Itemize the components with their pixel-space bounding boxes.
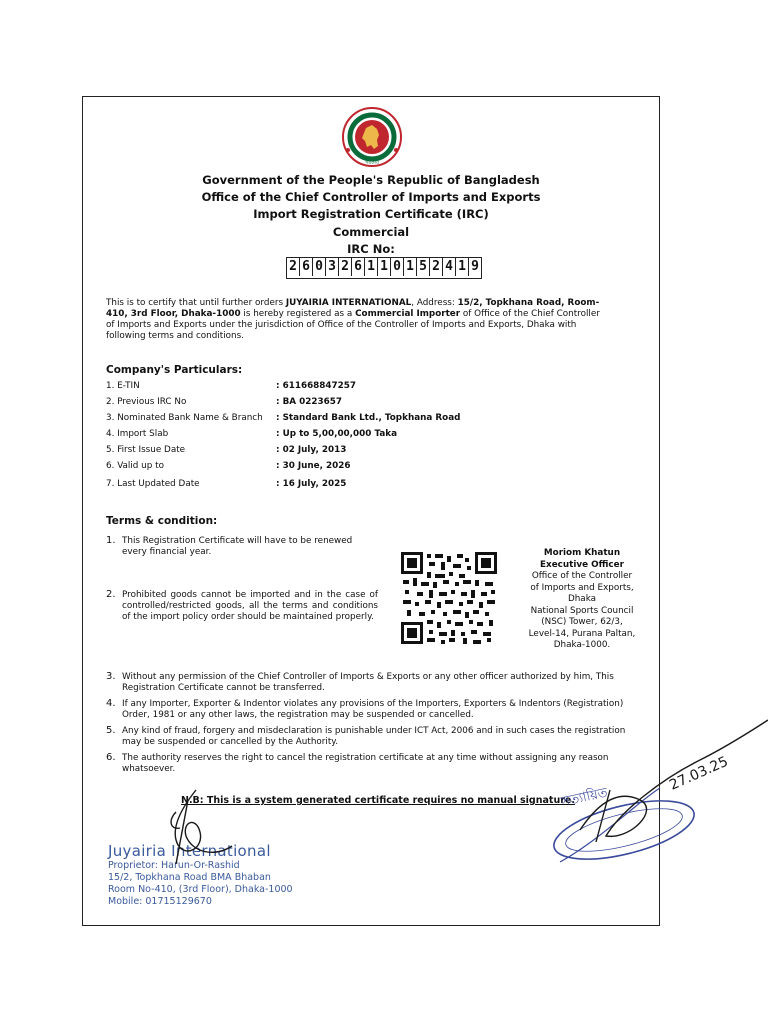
terms-title: Terms & condition: (106, 515, 218, 527)
term-item: Without any permission of the Chief Controller of Imports & Exports or any other officer authorized by him, This Registration Certificate cannot be transferred. (122, 672, 614, 693)
term-number: 6. (106, 752, 116, 763)
term-number: 2. (106, 589, 116, 600)
particular-row: 7. Last Updated Date : 16 July, 2025 (106, 479, 347, 489)
irc-digit: 3 (326, 258, 339, 276)
particular-row: 2. Previous IRC No : BA 0223657 (106, 397, 343, 407)
irc-digit: 9 (471, 259, 479, 274)
term-item: Prohibited goods cannot be imported and in the case of controlled/restricted goods, all the terms and conditions of the import policy order should be maintained properly. (122, 590, 378, 622)
term-number: 4. (106, 698, 116, 709)
irc-digit: 6 (300, 258, 313, 276)
irc-digit: 1 (404, 258, 417, 276)
particulars-title: Company's Particulars: (106, 364, 243, 376)
irc-digit: 6 (352, 258, 365, 276)
officer-name: Moriom Khatun (543, 548, 621, 558)
proprietor-signature-icon (171, 790, 232, 864)
stamp-company-name: Juyairia International (108, 842, 271, 860)
particular-row: 5. First Issue Date : 02 July, 2013 (106, 445, 347, 455)
seal-bottom-text: সরকার (365, 160, 379, 166)
company-name: JUYAIRIA INTERNATIONAL (285, 298, 412, 308)
particular-row: 1. E-TIN : 611668847257 (106, 381, 357, 391)
company-stamp: Juyairia International Proprietor: Harun-Or-Rashid 15/2, Topkhana Road BMA Bhaban Room No-410, (3rd Floor), Dhaka-1000 Mobile: 01715129670 (108, 842, 293, 907)
irc-digit: 2 (430, 258, 443, 276)
irc-digit: 4 (443, 258, 456, 276)
system-generated-note: N.B: This is a system generated certificate requires no manual signature. (181, 795, 575, 806)
issuing-officer-block: Moriom Khatun Executive Officer Office of the Controller of Imports and Exports, Dhaka National Sports Council (NSC) Tower, 62/3, Level-14, Purana Paltan, Dhaka-1000. (518, 548, 646, 652)
irc-digit: 1 (456, 258, 469, 276)
header-line-3: Import Registration Certificate (IRC) (253, 207, 489, 221)
certification-paragraph: This is to certify that until further orders JUYAIRIA INTERNATIONAL, Address: 15/2, Topkhana Road, Room-410, 3rd Floor, Dhaka-1000 is hereby registered as a Commercial Importer of Office of the Chief Controller of Imports and Exports under the jurisdiction of Office of the Controller of Imports and Exports, Dhaka with following terms and conditions. (106, 298, 600, 341)
company-address: 15/2, Topkhana Road, Room-410, 3rd Floor, Dhaka-1000 (106, 298, 600, 319)
irc-label: IRC No: (347, 242, 395, 256)
header-line-4: Commercial (332, 225, 410, 239)
term-item: Any kind of fraud, forgery and misdeclaration is punishable under ICT Act, 2006 and in such cases the registration may be suspended or cancelled by the Authority. (122, 726, 626, 747)
term-number: 5. (106, 725, 116, 736)
term-number: 3. (106, 671, 116, 682)
attestation-date: 27.03.25 (667, 753, 731, 794)
officer-title: Executive Officer (540, 559, 624, 570)
header-line-1: Government of the People's Republic of Bangladesh (202, 173, 540, 187)
irc-digit: 2 (339, 258, 352, 276)
irc-digit: 0 (391, 258, 404, 276)
irc-digit: 5 (417, 258, 430, 276)
term-item: If any Importer, Exporter & Indentor violates any provisions of the Importers, Exporters & Indentors (Registration) Order, 1981 or any other laws, the registration may be suspended or cancelled. (122, 699, 624, 720)
particular-row: 6. Valid up to : 30 June, 2026 (106, 461, 351, 471)
irc-digit: 1 (365, 258, 378, 276)
term-item: This Registration Certificate will have to be renewed every financial year. (122, 536, 353, 557)
irc-digit: 0 (313, 258, 326, 276)
header-line-2: Office of the Chief Controller of Imports and Exports (201, 190, 541, 204)
term-number: 1. (106, 535, 116, 546)
attestation-stamp-word: সত্যায়িত (559, 785, 609, 810)
particular-row: 3. Nominated Bank Name & Branch : Standard Bank Ltd., Topkhana Road (106, 413, 461, 423)
particular-row: 4. Import Slab : Up to 5,00,00,000 Taka (106, 429, 398, 439)
irc-digit: 2 (287, 258, 300, 276)
registration-type: Commercial Importer (355, 309, 461, 319)
irc-digit: 1 (378, 258, 391, 276)
term-item: The authority reserves the right to cancel the registration certificate at any time without assigning any reason whatsoever. (122, 753, 609, 774)
